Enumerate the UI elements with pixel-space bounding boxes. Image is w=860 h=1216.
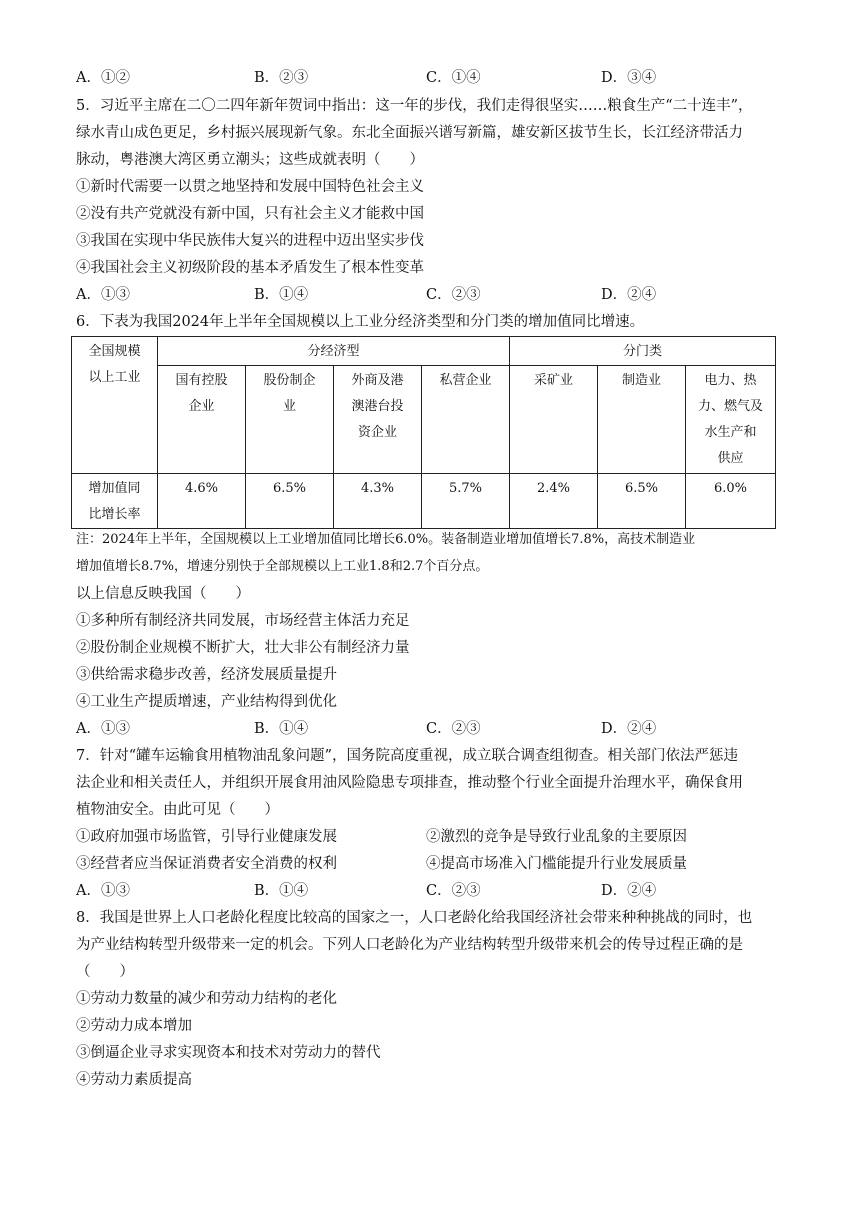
q4-options [76,68,776,88]
option-d: D．②④ [601,883,657,899]
column-header-line: 外商及港 [351,373,404,388]
q7-stem-line: 7．针对“罐车运输食用植物油乱象问题”，国务院高度重视，成立联合调查组彻查。相关部门依法严惩违 [76,748,739,764]
table-cell: 6.0% [686,474,776,529]
table-note-line: 注：2024年上半年，全国规模以上工业增加值同比增长6.0%。装备制造业增加值增长7.8%，高技术制造业 [76,532,696,547]
option-c: C．②③ [426,883,481,899]
option-d: D．②④ [601,721,657,737]
q8-item: ①劳动力数量的减少和劳动力结构的老化 [76,991,337,1007]
q5-stem-line: 脉动，粤港澳大湾区勇立潮头；这些成就表明（ ） [76,152,424,168]
table-cell: 5.7% [422,474,510,529]
q5-stem-line: 5．习近平主席在二〇二四年新年贺词中指出：这一年的步伐，我们走得很坚实……粮食生产“二十连丰”， [76,98,753,114]
option-a: A．①③ [76,287,130,303]
table-cell: 2.4% [510,474,598,529]
option-b: B．②③ [254,70,309,86]
option-a: A．①② [76,70,130,86]
q5-item: ④我国社会主义初级阶段的基本矛盾发生了根本性变革 [76,260,424,276]
q7-options [76,881,776,901]
column-header-line: 私营企业 [439,373,492,388]
q6-stem: 6．下表为我国2024年上半年全国规模以上工业分经济类型和分门类的增加值同比增速。 [76,314,645,330]
option-c: C．②③ [426,721,481,737]
q8-stem-line: （ ） [76,964,134,980]
q6-options [76,719,776,739]
table-cell: 4.3% [334,474,422,529]
group-header-sector: 分门类 [510,337,776,366]
table-cell: 6.5% [246,474,334,529]
column-header-line: 电力、热 [704,373,757,388]
q8-item: ④劳动力素质提高 [76,1072,192,1088]
column-header-line: 力、燃气及 [698,399,764,414]
column-header [422,366,510,474]
column-header-line: 国有控股 [175,373,228,388]
group-header-ownership: 分经济型 [158,337,510,366]
option-a: A．①③ [76,721,130,737]
option-d: D．③④ [601,70,657,86]
option-a: A．①③ [76,883,130,899]
column-header-line: 采矿业 [534,373,574,388]
table-cell: 4.6% [158,474,246,529]
q5-item: ③我国在实现中华民族伟大复兴的进程中迈出坚实步伐 [76,233,424,249]
table-corner-header [72,337,158,474]
column-header [686,366,776,474]
q6-item: ①多种所有制经济共同发展，市场经营主体活力充足 [76,613,410,629]
corner-label-line: 以上工业 [88,370,141,385]
q7-item: ③经营者应当保证消费者安全消费的权利 [76,856,337,872]
q5-item: ②没有共产党就没有新中国，只有社会主义才能救中国 [76,206,424,222]
q8-stem-line: 8．我国是世界上人口老龄化程度比较高的国家之一，人口老龄化给我国经济社会带来种种挑战的同时，也 [76,910,753,926]
q8-item: ③倒逼企业寻求实现资本和技术对劳动力的替代 [76,1045,381,1061]
q5-item: ①新时代需要一以贯之地坚持和发展中国特色社会主义 [76,179,424,195]
q5-stem-line: 绿水青山成色更足，乡村振兴展现新气象。东北全面振兴谱写新篇，雄安新区拔节生长，长江经济带活力 [76,125,743,141]
column-header [598,366,686,474]
q7-item: ②激烈的竞争是导致行业乱象的主要原因 [426,829,687,845]
column-header-line: 制造业 [622,373,662,388]
q8-stem-line: 为产业结构转型升级带来一定的机会。下列人口老龄化为产业结构转型升级带来机会的传导过程正确的是 [76,937,743,953]
column-header-line: 股份制企 [263,373,316,388]
column-header [246,366,334,474]
row-label-line: 增加值同 [88,481,141,496]
q8-item: ②劳动力成本增加 [76,1018,192,1034]
table-note-line: 增加值增长8.7%，增速分别快于全部规模以上工业1.8和2.7个百分点。 [76,559,489,574]
column-header-line: 澳港台投 [351,399,404,414]
option-c: C．②③ [426,287,481,303]
q7-items-row [76,854,776,874]
option-b: B．①④ [254,721,309,737]
column-header-line: 企业 [188,399,215,414]
corner-label-line: 全国规模 [88,344,141,359]
column-header-line: 供应 [717,451,744,466]
option-b: B．①④ [254,883,309,899]
option-d: D．②④ [601,287,657,303]
column-header-line: 水生产和 [704,425,757,440]
column-header [158,366,246,474]
column-header [334,366,422,474]
q5-options [76,285,776,305]
q7-stem-line: 法企业和相关责任人，并组织开展食用油风险隐患专项排查，推动整个行业全面提升治理水平，确保食用 [76,775,743,791]
row-label-line: 比增长率 [88,507,141,522]
q6-item: ④工业生产提质增速，产业结构得到优化 [76,694,337,710]
column-header [510,366,598,474]
q7-stem-line: 植物油安全。由此可见（ ） [76,802,279,818]
row-label [72,474,158,529]
q7-item: ④提高市场准入门槛能提升行业发展质量 [426,856,687,872]
growth-table [71,336,776,529]
q7-items-row [76,827,776,847]
option-b: B．①④ [254,287,309,303]
q6-item: ③供给需求稳步改善，经济发展质量提升 [76,667,337,683]
table-cell: 6.5% [598,474,686,529]
q6-question: 以上信息反映我国（ ） [76,586,250,602]
column-header-line: 资企业 [357,425,397,440]
column-header-line: 业 [282,399,296,414]
option-c: C．①④ [426,70,481,86]
q7-item: ①政府加强市场监管，引导行业健康发展 [76,829,337,845]
q6-item: ②股份制企业规模不断扩大，壮大非公有制经济力量 [76,640,410,656]
